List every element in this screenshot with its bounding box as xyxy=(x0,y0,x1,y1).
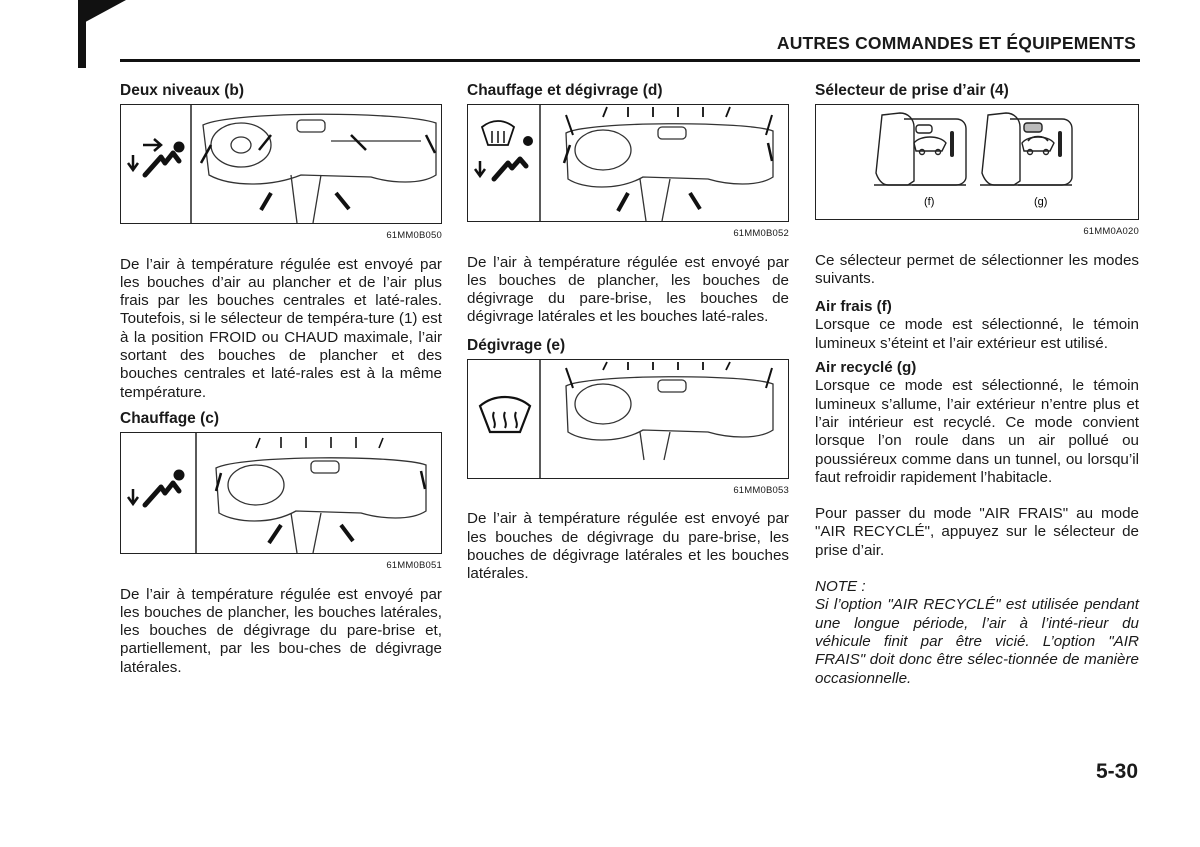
heading-heating: Chauffage (c) xyxy=(120,409,220,427)
column-right xyxy=(815,82,1139,688)
recirc-air-button xyxy=(980,113,1072,185)
dashboard-drawing xyxy=(564,107,773,221)
paragraph-fresh-air: Lorsque ce mode est sélectionné, le témoin lumineux s’éteint et l’air extérieur est utilisé. xyxy=(815,316,1139,352)
figure-code: 61MM0B051 xyxy=(386,560,442,572)
paragraph-bilevel: De l’air à température régulée est envoyé par les bouches d’air au plancher et de l’air plus frais par les bouches centrales et laté-rales. Toutefois, si le sélecteur de tempéra-ture (1) est à la position FROID ou CHAUD maximale, l’air sortant des bouches de plancher et des bouches centrales et laté-rales est à la même température. xyxy=(120,255,442,401)
paragraph-heating: De l’air à température régulée est envoyé par les bouches de plancher, les bouches latérales, les bouches de dégivrage du pare-brise et, partiellement, par les bou-ches de dégivrage latérales. xyxy=(120,585,442,676)
heading-defrost: Dégivrage (e) xyxy=(467,336,566,354)
seat-person-icon xyxy=(128,139,185,175)
paragraph-heat-defrost: De l’air à température régulée est envoyé par les bouches de plancher, les bouches de dégivrage du pare-brise, les bouches de dégivrage latérales et les bouches laté-rales. xyxy=(467,253,789,326)
heading-fresh-air: Air frais (f) xyxy=(815,298,892,316)
figure-defrost xyxy=(467,359,789,479)
note-body: Si l’option "AIR RECYCLÉ" est utilisée pendant une longue période, l’air à l’inté-rieur du véhicule finit par être vicié. L’option "AIR FRAIS" doit donc être sélec-tionnée de manière occasionnelle. xyxy=(815,596,1139,687)
paragraph-intro: Ce sélecteur permet de sélectionner les modes suivants. xyxy=(815,251,1139,287)
dashboard-drawing xyxy=(566,362,773,460)
windshield-defrost-icon xyxy=(480,397,530,432)
paragraph-switch: Pour passer du mode "AIR FRAIS" au mode "AIR RECYCLÉ", appuyez sur le sélecteur de prise d’air. xyxy=(815,505,1139,559)
label-fresh: (f) xyxy=(924,196,935,209)
heading-two-levels: Deux niveaux (b) xyxy=(120,82,245,99)
paragraph-defrost: De l’air à température régulée est envoyé par les bouches de dégivrage du pare-brise, les bouches de dégivrage latérales et les bouches latérales. xyxy=(467,510,789,583)
dashboard-defrost-illustration xyxy=(468,360,788,478)
figure-bilevel xyxy=(120,104,442,224)
paragraph-recirc-air: Lorsque ce mode est sélectionné, le témoin lumineux s’allume, l’air extérieur n’entre plus et l’air intérieur est recyclé. Ce mode convient lorsque l’on roule dans un air pollué ou poussiéreux comme dans un tunnel, ou lorsqu’il faut refroidir rapidement l’habitacle. xyxy=(815,377,1139,486)
figure-code: 61MM0B050 xyxy=(386,230,442,242)
figure-heating xyxy=(120,432,442,554)
heading-heat-defrost: Chauffage et dégivrage (d) xyxy=(467,82,663,99)
figure-air-intake xyxy=(815,104,1139,220)
figure-code: 61MM0A020 xyxy=(1083,226,1139,238)
page-number: 5-30 xyxy=(1095,760,1138,783)
dashboard-heat-defrost-illustration xyxy=(468,105,788,221)
label-recirc: (g) xyxy=(1034,196,1048,209)
dashboard-drawing xyxy=(201,115,436,224)
header-rule xyxy=(120,59,1140,62)
air-intake-selector-illustration xyxy=(816,105,1138,219)
figure-heat-defrost xyxy=(467,104,789,222)
fresh-air-button xyxy=(874,113,966,185)
dashboard-drawing xyxy=(216,437,426,553)
page-header: AUTRES COMMANDES ET ÉQUIPEMENTS xyxy=(776,33,1136,53)
column-middle xyxy=(467,82,789,584)
heading-air-intake: Sélecteur de prise d’air (4) xyxy=(815,82,1009,99)
figure-code: 61MM0B052 xyxy=(733,228,789,240)
dashboard-heating-illustration xyxy=(121,433,441,553)
corner-bar xyxy=(78,0,86,68)
figure-code: 61MM0B053 xyxy=(733,485,789,497)
column-left xyxy=(120,82,442,677)
note-title: NOTE : xyxy=(815,578,866,596)
defrost-person-icon xyxy=(475,121,533,179)
heading-recirc-air: Air recyclé (g) xyxy=(815,359,917,377)
seat-person-icon xyxy=(128,470,185,506)
dashboard-bilevel-illustration xyxy=(121,105,441,223)
